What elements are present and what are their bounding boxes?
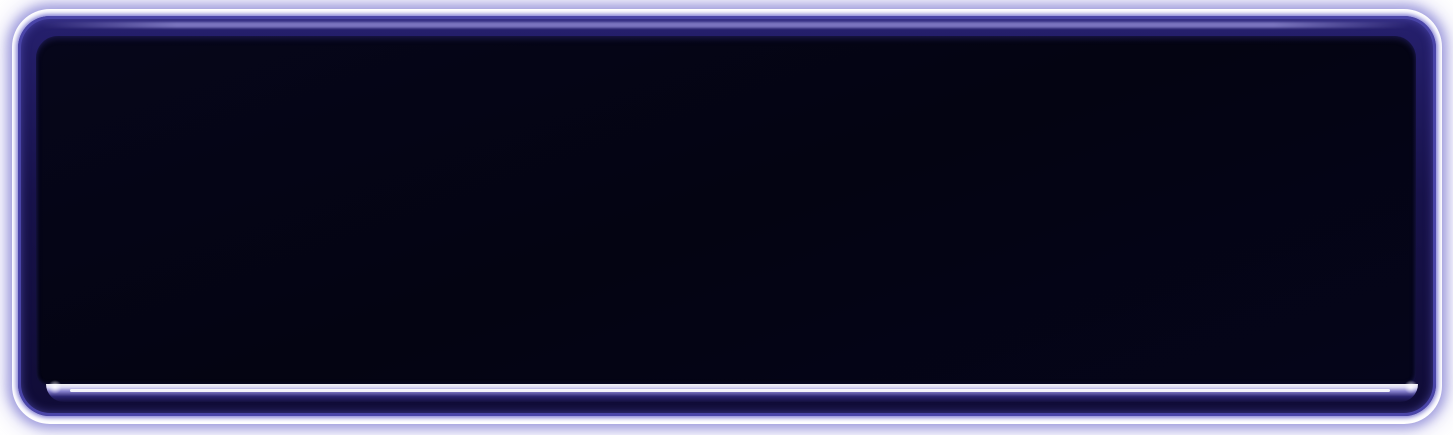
plate-bottom-bevel: [46, 384, 1418, 402]
corner-highlight-left: [48, 380, 62, 394]
corner-highlight-right: [1404, 380, 1418, 394]
plate-bottom-shine: [70, 389, 1390, 392]
plate-face: [36, 36, 1416, 386]
plate-top-sheen: [40, 22, 1410, 28]
